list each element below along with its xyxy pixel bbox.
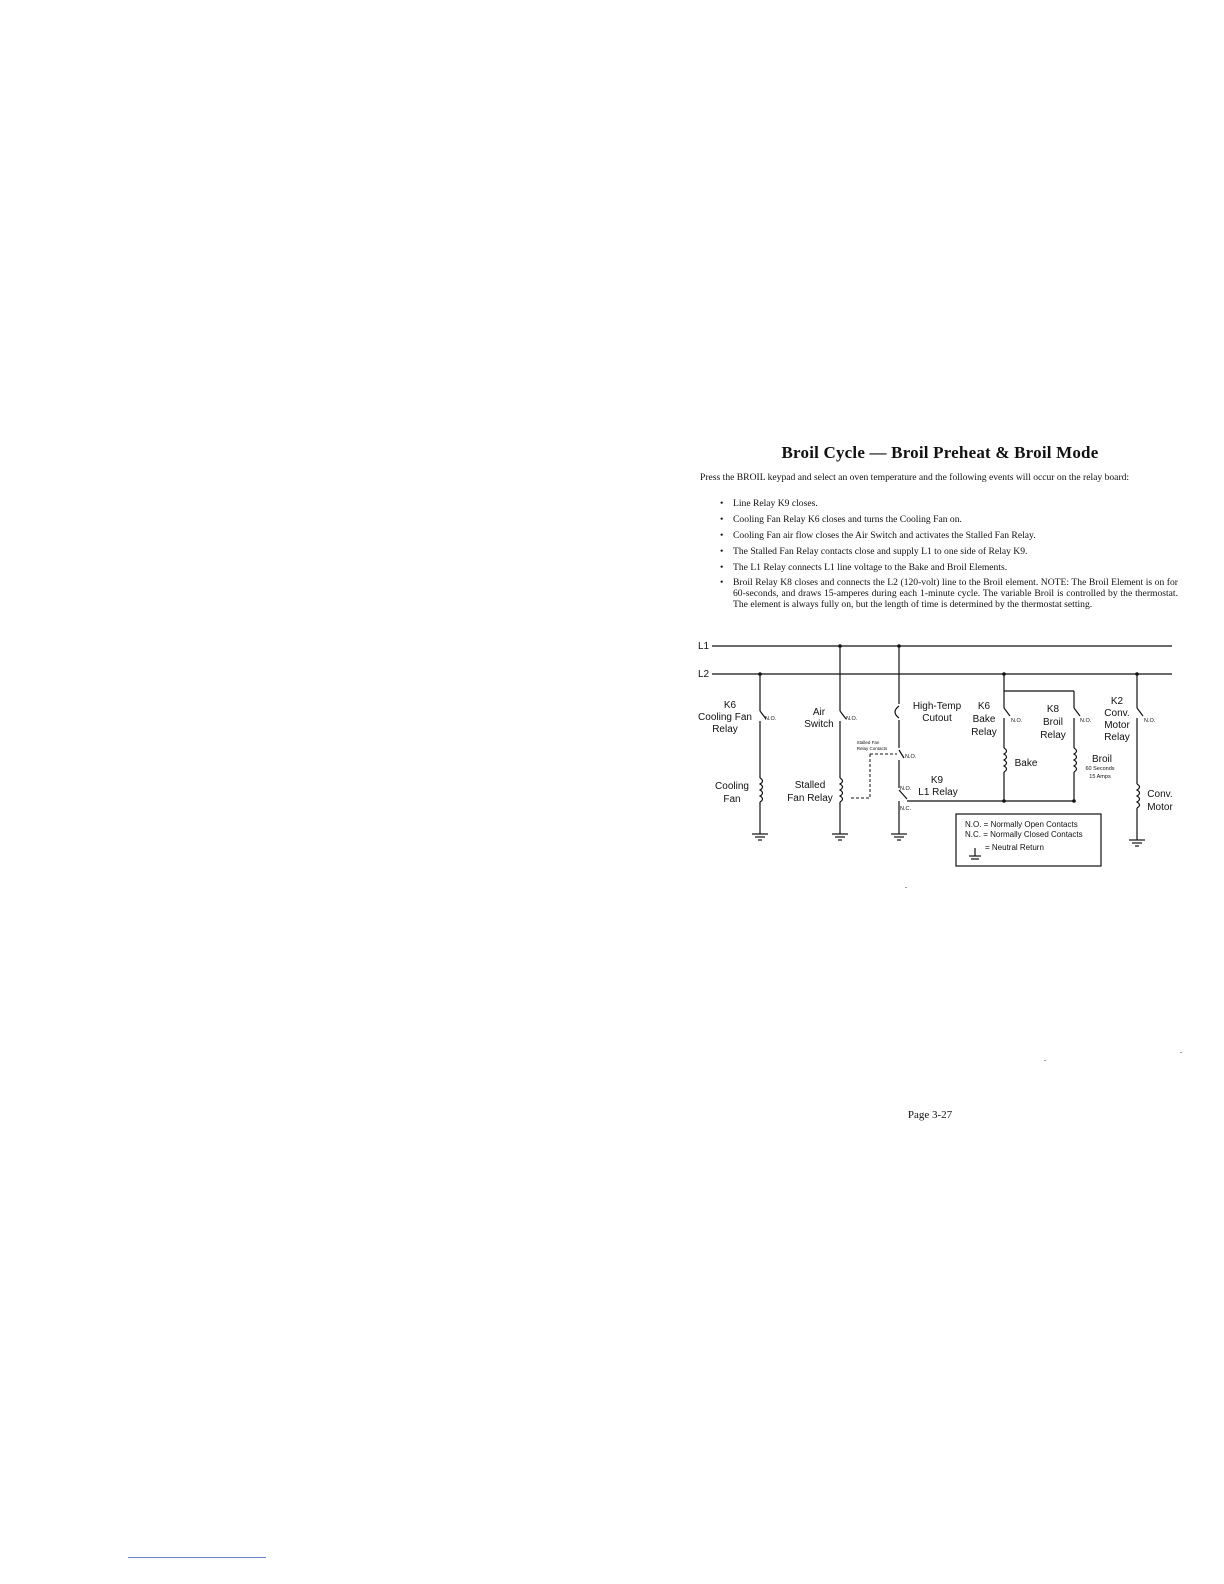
k2-conv-label: Relay bbox=[1104, 732, 1130, 743]
k8-broil-label: K8 bbox=[1046, 704, 1060, 715]
stalled-contacts-label: Stalled Fan bbox=[856, 740, 880, 745]
event-list bbox=[718, 498, 1178, 615]
list-item: • Broil Relay K8 closes and connects the L2 (120-volt) line to the Broil element. NOTE: The Broil Element is on for 60-seconds, and draws 15-amperes during each 1-minute cycle. The variable Broil is controlled by the thermostat. The element is always fully on, but the length of time is determined by the thermostat setting. bbox=[718, 577, 1178, 610]
list-item: • Cooling Fan Relay K6 closes and turns the Cooling Fan on. bbox=[718, 514, 1178, 525]
no-label: N.O. bbox=[1080, 718, 1092, 724]
list-item: • The L1 Relay connects L1 line voltage to the Bake and Broil Elements. bbox=[718, 562, 1178, 573]
k9-label: L1 Relay bbox=[918, 787, 958, 798]
k8-broil-label: Relay bbox=[1040, 730, 1066, 741]
conv-motor-label: Motor bbox=[1147, 802, 1173, 813]
legend-nc: N.C. = Normally Closed Contacts bbox=[965, 830, 1083, 839]
scan-speck bbox=[1180, 1052, 1182, 1053]
no-label: N.O. bbox=[765, 716, 777, 722]
k6-cooling-label: Cooling Fan bbox=[698, 712, 752, 723]
footer-rule bbox=[128, 1557, 266, 1558]
k6-bake-label: Relay bbox=[971, 727, 997, 738]
page-number: Page 3-27 bbox=[907, 1109, 953, 1121]
k6-bake-label: K6 bbox=[977, 701, 991, 712]
broil-element-label: Broil bbox=[1091, 754, 1113, 765]
high-temp-label: High-Temp bbox=[912, 701, 962, 712]
no-label: N.O. bbox=[1011, 718, 1023, 724]
no-label: N.O. bbox=[905, 754, 917, 760]
l2-label: L2 bbox=[698, 669, 710, 680]
k8-broil-label: Broil bbox=[1042, 717, 1064, 728]
stalled-relay-label: Stalled bbox=[794, 780, 826, 791]
air-switch-label: Switch bbox=[804, 719, 834, 730]
l1-label: L1 bbox=[698, 641, 710, 652]
conv-motor-label: Conv. bbox=[1147, 789, 1173, 800]
k9-label: K9 bbox=[930, 775, 944, 786]
k2-conv-label: Motor bbox=[1104, 720, 1130, 731]
stalled-relay-label: Fan Relay bbox=[787, 793, 833, 804]
broil-element-label: 60 Seconds bbox=[1085, 766, 1115, 772]
no-label: N.O. bbox=[900, 786, 912, 792]
page-title: Broil Cycle — Broil Preheat & Broil Mode bbox=[781, 443, 1099, 462]
cooling-fan-label: Cooling bbox=[715, 781, 749, 792]
nc-label: N.C. bbox=[900, 806, 911, 812]
list-item: • Line Relay K9 closes. bbox=[718, 498, 1178, 509]
intro-paragraph: Press the BROIL keypad and select an oven temperature and the following events will occur on the relay board: bbox=[700, 472, 1130, 483]
k2-conv-label: Conv. bbox=[1104, 708, 1130, 719]
no-label: N.O. bbox=[1144, 718, 1156, 724]
scan-speck bbox=[1044, 1060, 1046, 1061]
no-label: N.O. bbox=[846, 716, 858, 722]
stalled-contacts-label: Relay Contacts bbox=[856, 746, 888, 751]
relay-wiring-diagram bbox=[694, 636, 1184, 876]
broil-element-label: 15 Amps bbox=[1089, 774, 1111, 780]
legend-no: N.O. = Normally Open Contacts bbox=[965, 820, 1078, 829]
k6-bake-label: Bake bbox=[972, 714, 996, 725]
scan-speck bbox=[905, 887, 907, 888]
k6-cooling-label: K6 bbox=[723, 700, 737, 711]
list-item: • Cooling Fan air flow closes the Air Switch and activates the Stalled Fan Relay. bbox=[718, 530, 1178, 541]
bake-element-label: Bake bbox=[1014, 758, 1038, 769]
high-temp-label: Cutout bbox=[922, 713, 952, 724]
list-item: • The Stalled Fan Relay contacts close and supply L1 to one side of Relay K9. bbox=[718, 546, 1178, 557]
k2-conv-label: K2 bbox=[1110, 696, 1124, 707]
cooling-fan-label: Fan bbox=[723, 794, 741, 805]
k6-cooling-label: Relay bbox=[712, 724, 738, 735]
legend-neutral: = Neutral Return bbox=[985, 843, 1044, 852]
air-switch-label: Air bbox=[812, 707, 826, 718]
